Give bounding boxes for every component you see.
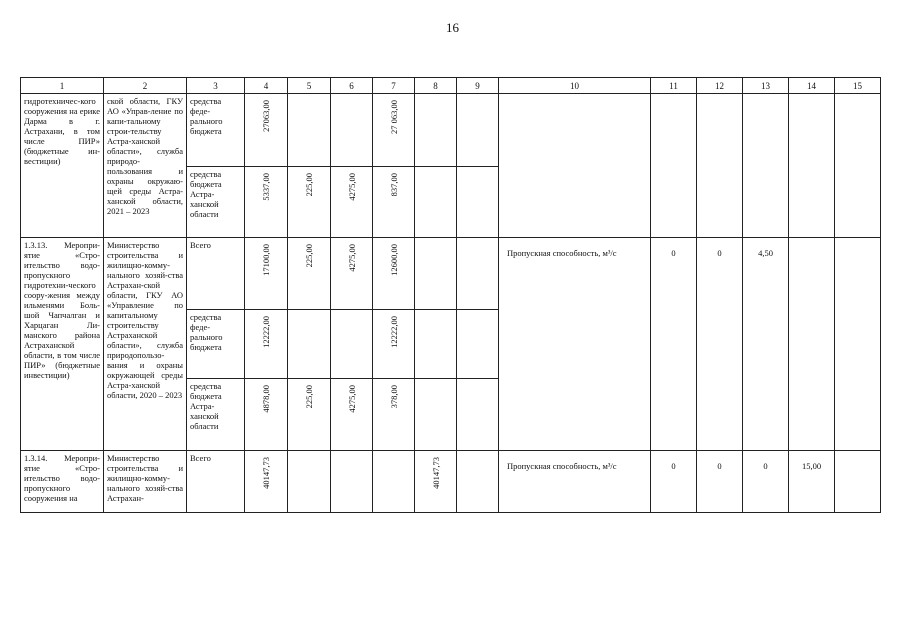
measure-name: 1.3.14. Меропри-ятие «Стро-ительство водо-пропускного сооружения на [21, 451, 104, 513]
value-cell [288, 310, 331, 379]
col-header: 11 [651, 78, 697, 94]
table-row [21, 94, 881, 167]
col-header: 4 [245, 78, 288, 94]
col-header: 10 [499, 78, 651, 94]
value-cell: 40147,73 [415, 451, 457, 513]
value-cell [457, 379, 499, 451]
value-cell: 12222,00 [245, 310, 288, 379]
measure-name: 1.3.13. Меропри-ятие «Стро-ительство водо-пропускного гидротехни-ческого соору-жения между ильменями Боль-шой Чапчалган и Харцаган Ли-манского района Астраханской области, в том числе ПИР» (бюджетные инвестиции) [21, 238, 104, 451]
value-cell: 17100,00 [245, 238, 288, 310]
value-cell [457, 94, 499, 167]
col-header: 13 [743, 78, 789, 94]
value-cell: 4878,00 [245, 379, 288, 451]
indicator-value [651, 94, 697, 238]
indicator-value: 15,00 [789, 451, 835, 513]
value-cell [457, 238, 499, 310]
indicator-value: 0 [651, 451, 697, 513]
indicator-value: 0 [697, 451, 743, 513]
value-cell [457, 167, 499, 238]
value-cell: 4275,00 [331, 238, 373, 310]
budget-table [20, 77, 881, 513]
col-header: 9 [457, 78, 499, 94]
col-header: 7 [373, 78, 415, 94]
value-cell: 225,00 [288, 167, 331, 238]
value-cell: 837,00 [373, 167, 415, 238]
value-cell: 4275,00 [331, 379, 373, 451]
value-cell [331, 310, 373, 379]
funding-source: Всего [187, 238, 245, 310]
value-cell [373, 451, 415, 513]
col-header: 1 [21, 78, 104, 94]
indicator-value [835, 451, 881, 513]
table-row [21, 451, 881, 513]
col-header: 3 [187, 78, 245, 94]
col-header: 2 [104, 78, 187, 94]
col-header: 5 [288, 78, 331, 94]
value-cell [415, 167, 457, 238]
value-cell: 12222,00 [373, 310, 415, 379]
value-cell [415, 379, 457, 451]
value-cell: 225,00 [288, 238, 331, 310]
value-cell: 4275,00 [331, 167, 373, 238]
indicator-value: 4,50 [743, 238, 789, 451]
value-cell: 27063,00 [245, 94, 288, 167]
indicator-value [743, 94, 789, 238]
value-cell [415, 238, 457, 310]
col-header: 12 [697, 78, 743, 94]
value-cell: 225,00 [288, 379, 331, 451]
page-number: 16 [446, 20, 459, 35]
indicator-name [499, 94, 651, 238]
value-cell [457, 310, 499, 379]
value-cell: 40147,73 [245, 451, 288, 513]
measure-name: гидротехничес-кого сооружения на ерике Дарма в г. Астрахани, в том числе ПИР» (бюджетные ин-вестиции) [21, 94, 104, 238]
indicator-value [789, 94, 835, 238]
value-cell [331, 94, 373, 167]
value-cell [288, 451, 331, 513]
value-cell [415, 94, 457, 167]
header-row [21, 78, 881, 94]
indicator-value [697, 94, 743, 238]
value-cell: 12600,00 [373, 238, 415, 310]
col-header: 6 [331, 78, 373, 94]
value-cell [288, 94, 331, 167]
indicator-value [835, 94, 881, 238]
funding-source: средства бюджета Астра-ханской области [187, 167, 245, 238]
executor: Министерство строительства и жилищно-комму-нального хозяй-ства Астрахан-ской области, ГКУ АО «Управление по капитальному строительству Астраханской области», служба природопользо-вания и охраны окружающей среды Астра-ханской области, 2020 – 2023 [104, 238, 187, 451]
indicator-name: Пропускная способность, м³/с [499, 451, 651, 513]
value-cell: 5337,00 [245, 167, 288, 238]
col-header: 15 [835, 78, 881, 94]
table-row [21, 238, 881, 310]
value-cell [415, 310, 457, 379]
col-header: 14 [789, 78, 835, 94]
executor: Министерство строительства и жилищно-комму-нального хозяй-ства Астрахан- [104, 451, 187, 513]
executor: ской области, ГКУ АО «Управ-ление по капи-тальному строи-тельству Астра-ханской области», служба природо-пользования и охраны окружаю-щей среды Астра-ханской области, 2021 – 2023 [104, 94, 187, 238]
value-cell: 27 063,00 [373, 94, 415, 167]
value-cell: 378,00 [373, 379, 415, 451]
value-cell [331, 451, 373, 513]
value-cell [457, 451, 499, 513]
indicator-value: 0 [697, 238, 743, 451]
indicator-value: 0 [651, 238, 697, 451]
funding-source: средства феде-рального бюджета [187, 310, 245, 379]
indicator-name: Пропускная способность, м³/с [499, 238, 651, 451]
funding-source: Всего [187, 451, 245, 513]
indicator-value [835, 238, 881, 451]
indicator-value [789, 238, 835, 451]
col-header: 8 [415, 78, 457, 94]
indicator-value: 0 [743, 451, 789, 513]
funding-source: средства феде-рального бюджета [187, 94, 245, 167]
funding-source: средства бюджета Астра-ханской области [187, 379, 245, 451]
